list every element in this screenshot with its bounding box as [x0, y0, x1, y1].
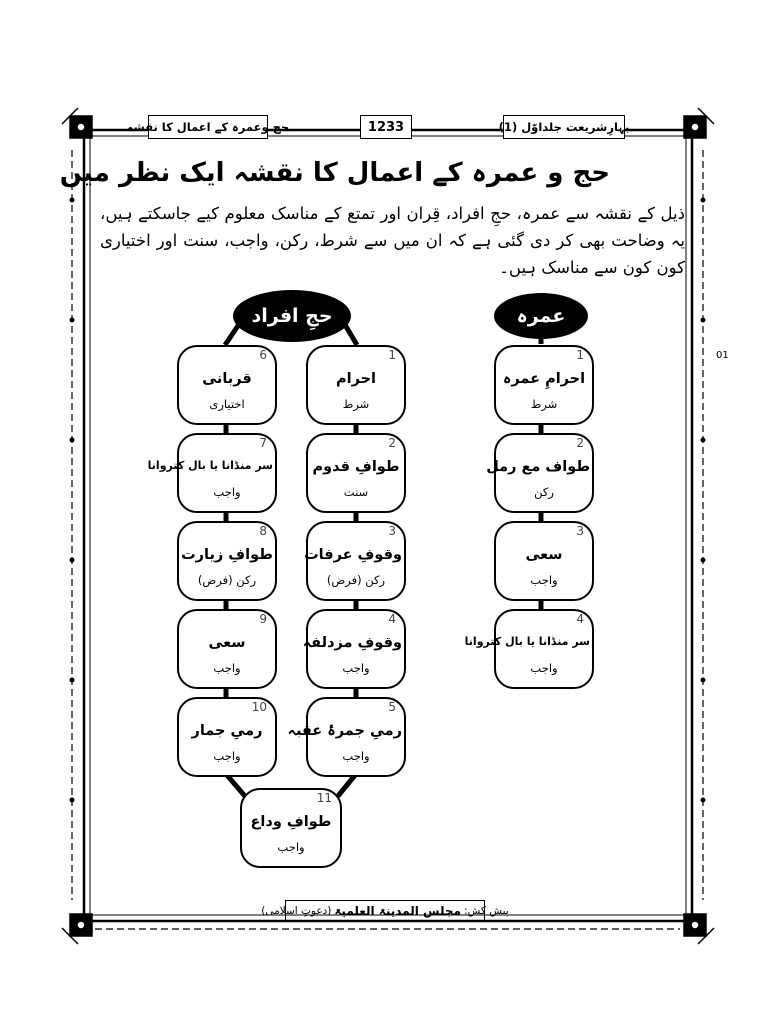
step-status: شرط	[530, 397, 558, 411]
step-number: 1	[576, 348, 584, 362]
hajj-step-2	[306, 433, 406, 513]
umrah-label: عمرہ	[494, 293, 588, 339]
umrah-step-4	[464, 609, 594, 689]
step-status: واجب	[277, 840, 305, 854]
step-name: وقوفِ عرفات	[304, 547, 402, 563]
hajj-step-9	[177, 609, 277, 689]
book-title-box	[498, 115, 630, 139]
step-name: سعی	[208, 635, 246, 651]
step-name: طواف مع رمل	[486, 459, 590, 475]
step-number: 7	[259, 436, 267, 450]
hajj-step-7	[147, 433, 277, 513]
step-status: واجب	[342, 661, 370, 675]
step-number: 11	[316, 791, 332, 805]
footer-prefix: پیش کش:	[463, 904, 509, 917]
footer-publisher-box	[261, 900, 509, 921]
hajj-step-6	[177, 345, 277, 425]
step-status: شرط	[342, 397, 370, 411]
step-number: 3	[388, 524, 396, 538]
hajj-step-10	[177, 697, 277, 777]
step-number: 4	[576, 612, 584, 626]
step-status: واجب	[530, 661, 558, 675]
book-title: بہارِشریعت جلداوّل (1)	[498, 120, 630, 134]
side-marker: 01	[716, 350, 729, 361]
step-name: طوافِ وداع	[250, 814, 332, 830]
step-name: طوافِ قدوم	[312, 459, 400, 475]
intro-paragraph: ذیل کے نقشہ سے عمرہ، حجِ افراد، قِران اور تمتع کے مناسک معلوم کیے جاسکتے ہیں، یہ وضاحت بھی کر دی گئی ہے کہ ان میں سے شرط، رکن، واجب، سنت اور اختیاری کون کون سے مناسک ہیں۔	[100, 204, 685, 277]
step-number: 2	[576, 436, 584, 450]
umrah-step-3	[494, 521, 594, 601]
hajj-step-1	[306, 345, 406, 425]
step-status: واجب	[342, 749, 370, 763]
step-name: طوافِ زیارت	[181, 547, 273, 563]
step-number: 5	[388, 700, 396, 714]
hajj-step-8	[177, 521, 277, 601]
step-name: احرام	[335, 371, 377, 387]
step-name: وقوفِ مزدلفہ	[302, 635, 402, 651]
footer-suffix: (دعوتِ اسلامی)	[261, 904, 332, 917]
step-number: 9	[259, 612, 267, 626]
step-status: واجب	[213, 661, 241, 675]
step-name: احرامِ عمرہ	[502, 371, 586, 387]
section-title: حج وعمرہ کے اعمال کا نقشہ	[126, 120, 290, 134]
step-status: رکن (فرض)	[326, 573, 386, 587]
step-status: واجب	[213, 749, 241, 763]
step-number: 4	[388, 612, 396, 626]
step-number: 10	[251, 700, 267, 714]
footer-publisher: مجلس المدینۃ العلمیۃ	[334, 903, 461, 918]
step-number: 6	[259, 348, 267, 362]
step-name: قربانی	[202, 371, 252, 387]
step-name: رمیِ جمرۂ عقبہ	[287, 723, 402, 739]
step-status: رکن	[534, 485, 554, 499]
hajj-step-5	[287, 697, 406, 777]
hajj-ifrad-label: حجِ افراد	[233, 290, 351, 342]
umrah-step-2	[486, 433, 594, 513]
step-name: سر منڈانا یا بال کتروانا	[464, 635, 590, 648]
step-name: رمیِ جمار	[191, 723, 263, 739]
step-number: 2	[388, 436, 396, 450]
step-number: 3	[576, 524, 584, 538]
umrah-step-1	[494, 345, 594, 425]
step-number: 8	[259, 524, 267, 538]
step-status: اختیاری	[209, 397, 245, 411]
step-name: سعی	[525, 547, 563, 563]
section-title-box	[126, 115, 290, 139]
page-number-box	[360, 115, 412, 139]
hajj-step-4	[302, 609, 406, 689]
step-status: رکن (فرض)	[197, 573, 257, 587]
step-status: سنت	[343, 485, 369, 499]
step-number: 1	[388, 348, 396, 362]
hajj-step-11	[240, 788, 342, 868]
hajj-step-3	[306, 521, 406, 601]
page-title: حج و عمرہ کے اعمال کا نقشہ ایک نظر میں	[59, 158, 610, 188]
page-number: 1233	[367, 119, 405, 135]
step-status: واجب	[530, 573, 558, 587]
step-name: سر منڈانا یا بال کتروانا	[147, 459, 273, 472]
step-status: واجب	[213, 485, 241, 499]
